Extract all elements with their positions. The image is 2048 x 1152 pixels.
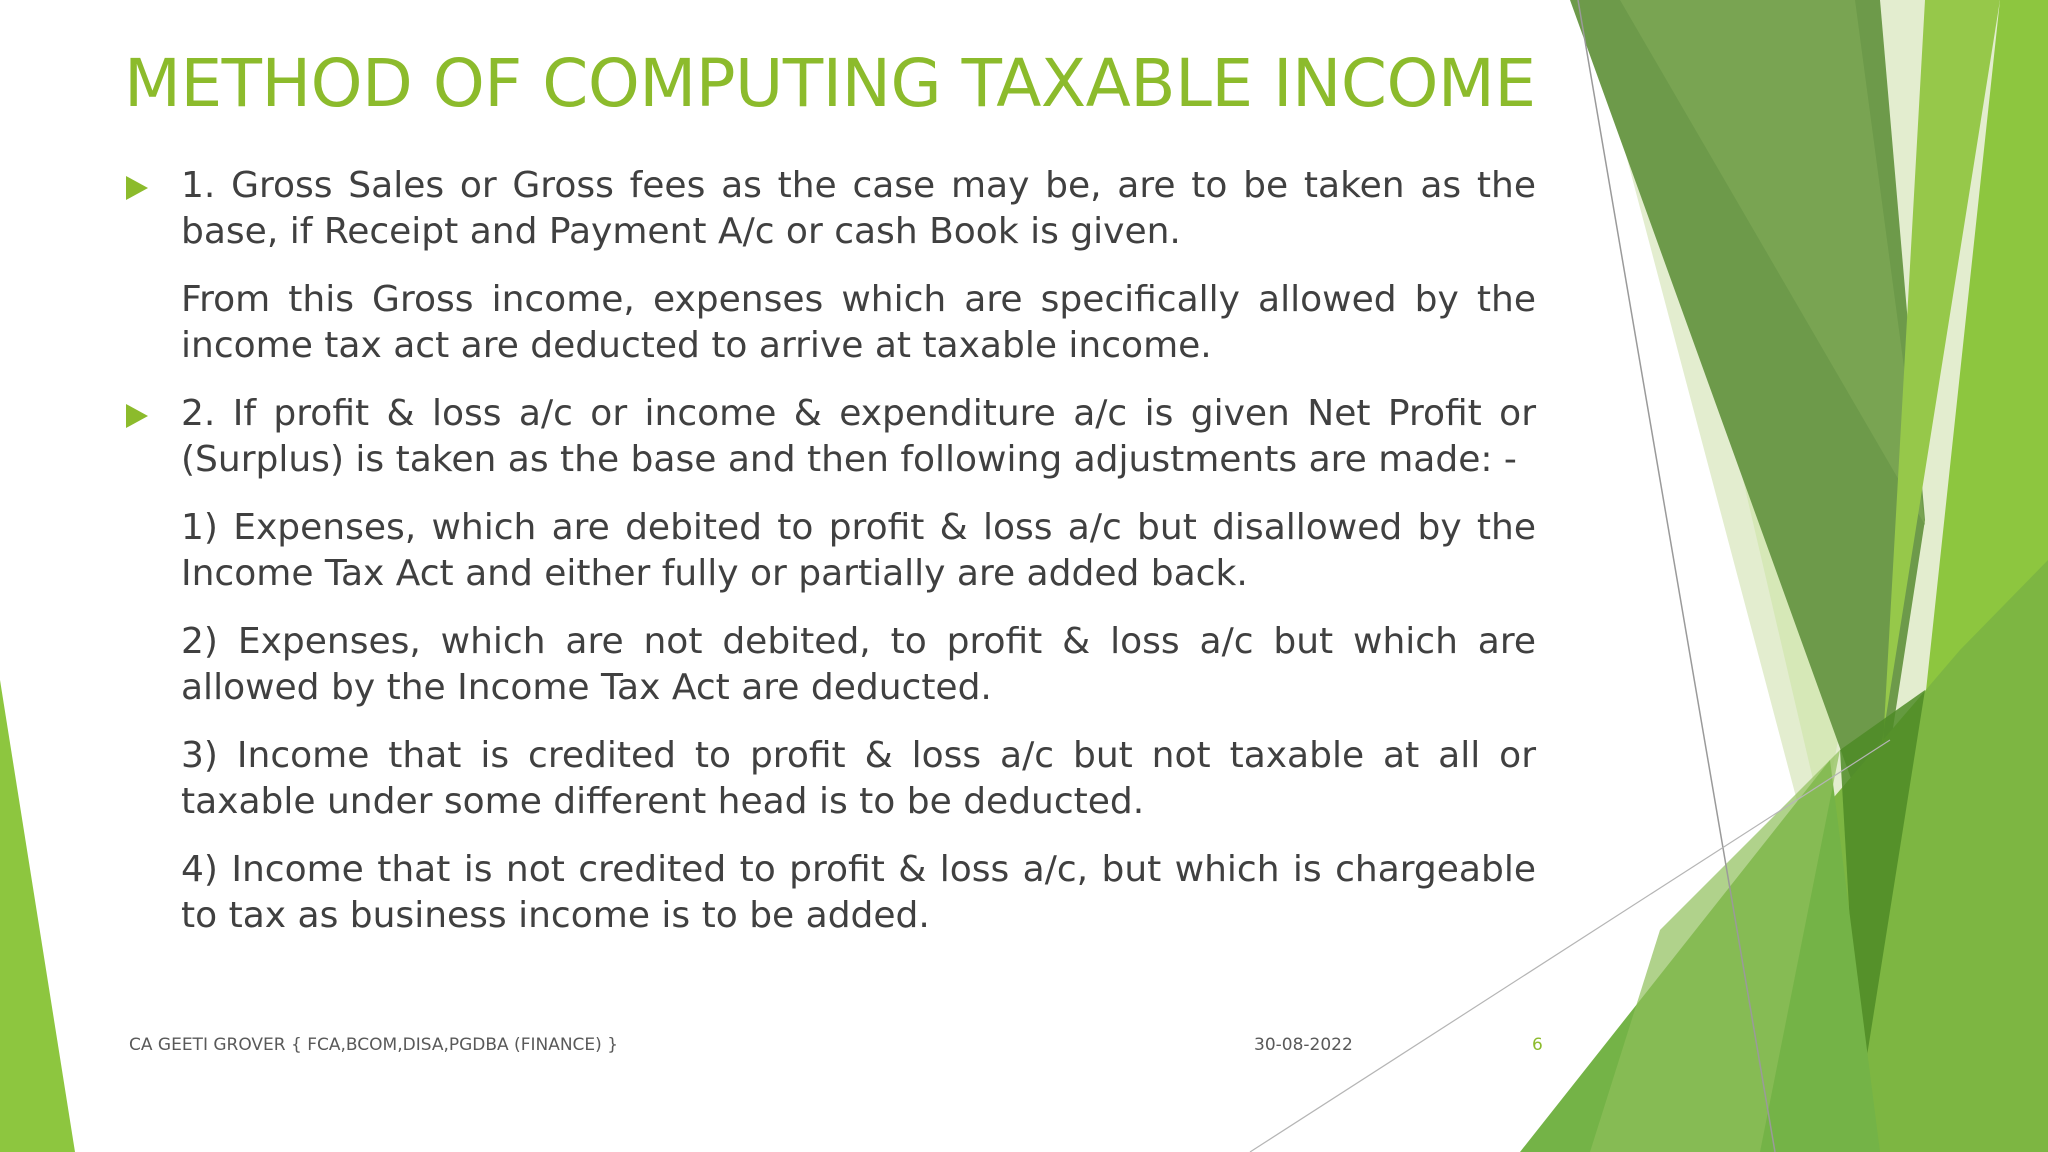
triangle-bullet-icon [126,176,148,200]
paragraph-text: 2) Expenses, which are not debited, to profit & loss a/c but which are allowed by the Income Tax Act are deducted. [181,621,1536,708]
paragraph-7 [124,847,1536,939]
bullet-paragraph-3 [124,391,1536,483]
paragraph-text: From this Gross income, expenses which are specifically allowed by the income tax act are deducted to arrive at taxable income. [181,279,1536,366]
footer-date: 30-08-2022 [1254,1035,1353,1055]
paragraph-4 [124,505,1536,597]
paragraph-2 [124,277,1536,369]
paragraph-6 [124,733,1536,825]
paragraph-5 [124,619,1536,711]
paragraph-text: 1. Gross Sales or Gross fees as the case may be, are to be taken as the base, if Receipt and Payment A/c or cash Book is given. [181,165,1536,252]
slide-number: 6 [1532,1035,1543,1055]
footer-author: CA GEETI GROVER { FCA,BCOM,DISA,PGDBA (FINANCE) } [129,1035,619,1055]
slide-body [124,163,1536,961]
paragraph-text: 3) Income that is credited to profit & loss a/c but not taxable at all or taxable under some different head is to be deducted. [181,735,1536,822]
bullet-paragraph-1 [124,163,1536,255]
slide-title: METHOD OF COMPUTING TAXABLE INCOME [124,45,1536,122]
paragraph-text: 1) Expenses, which are debited to profit & loss a/c but disallowed by the Income Tax Act and either fully or partially are added back. [181,507,1536,594]
paragraph-text: 4) Income that is not credited to profit & loss a/c, but which is chargeable to tax as business income is to be added. [181,849,1536,936]
paragraph-text: 2. If profit & loss a/c or income & expenditure a/c is given Net Profit or (Surplus) is taken as the base and then following adjustments are made: - [181,393,1536,480]
triangle-bullet-icon [126,404,148,428]
